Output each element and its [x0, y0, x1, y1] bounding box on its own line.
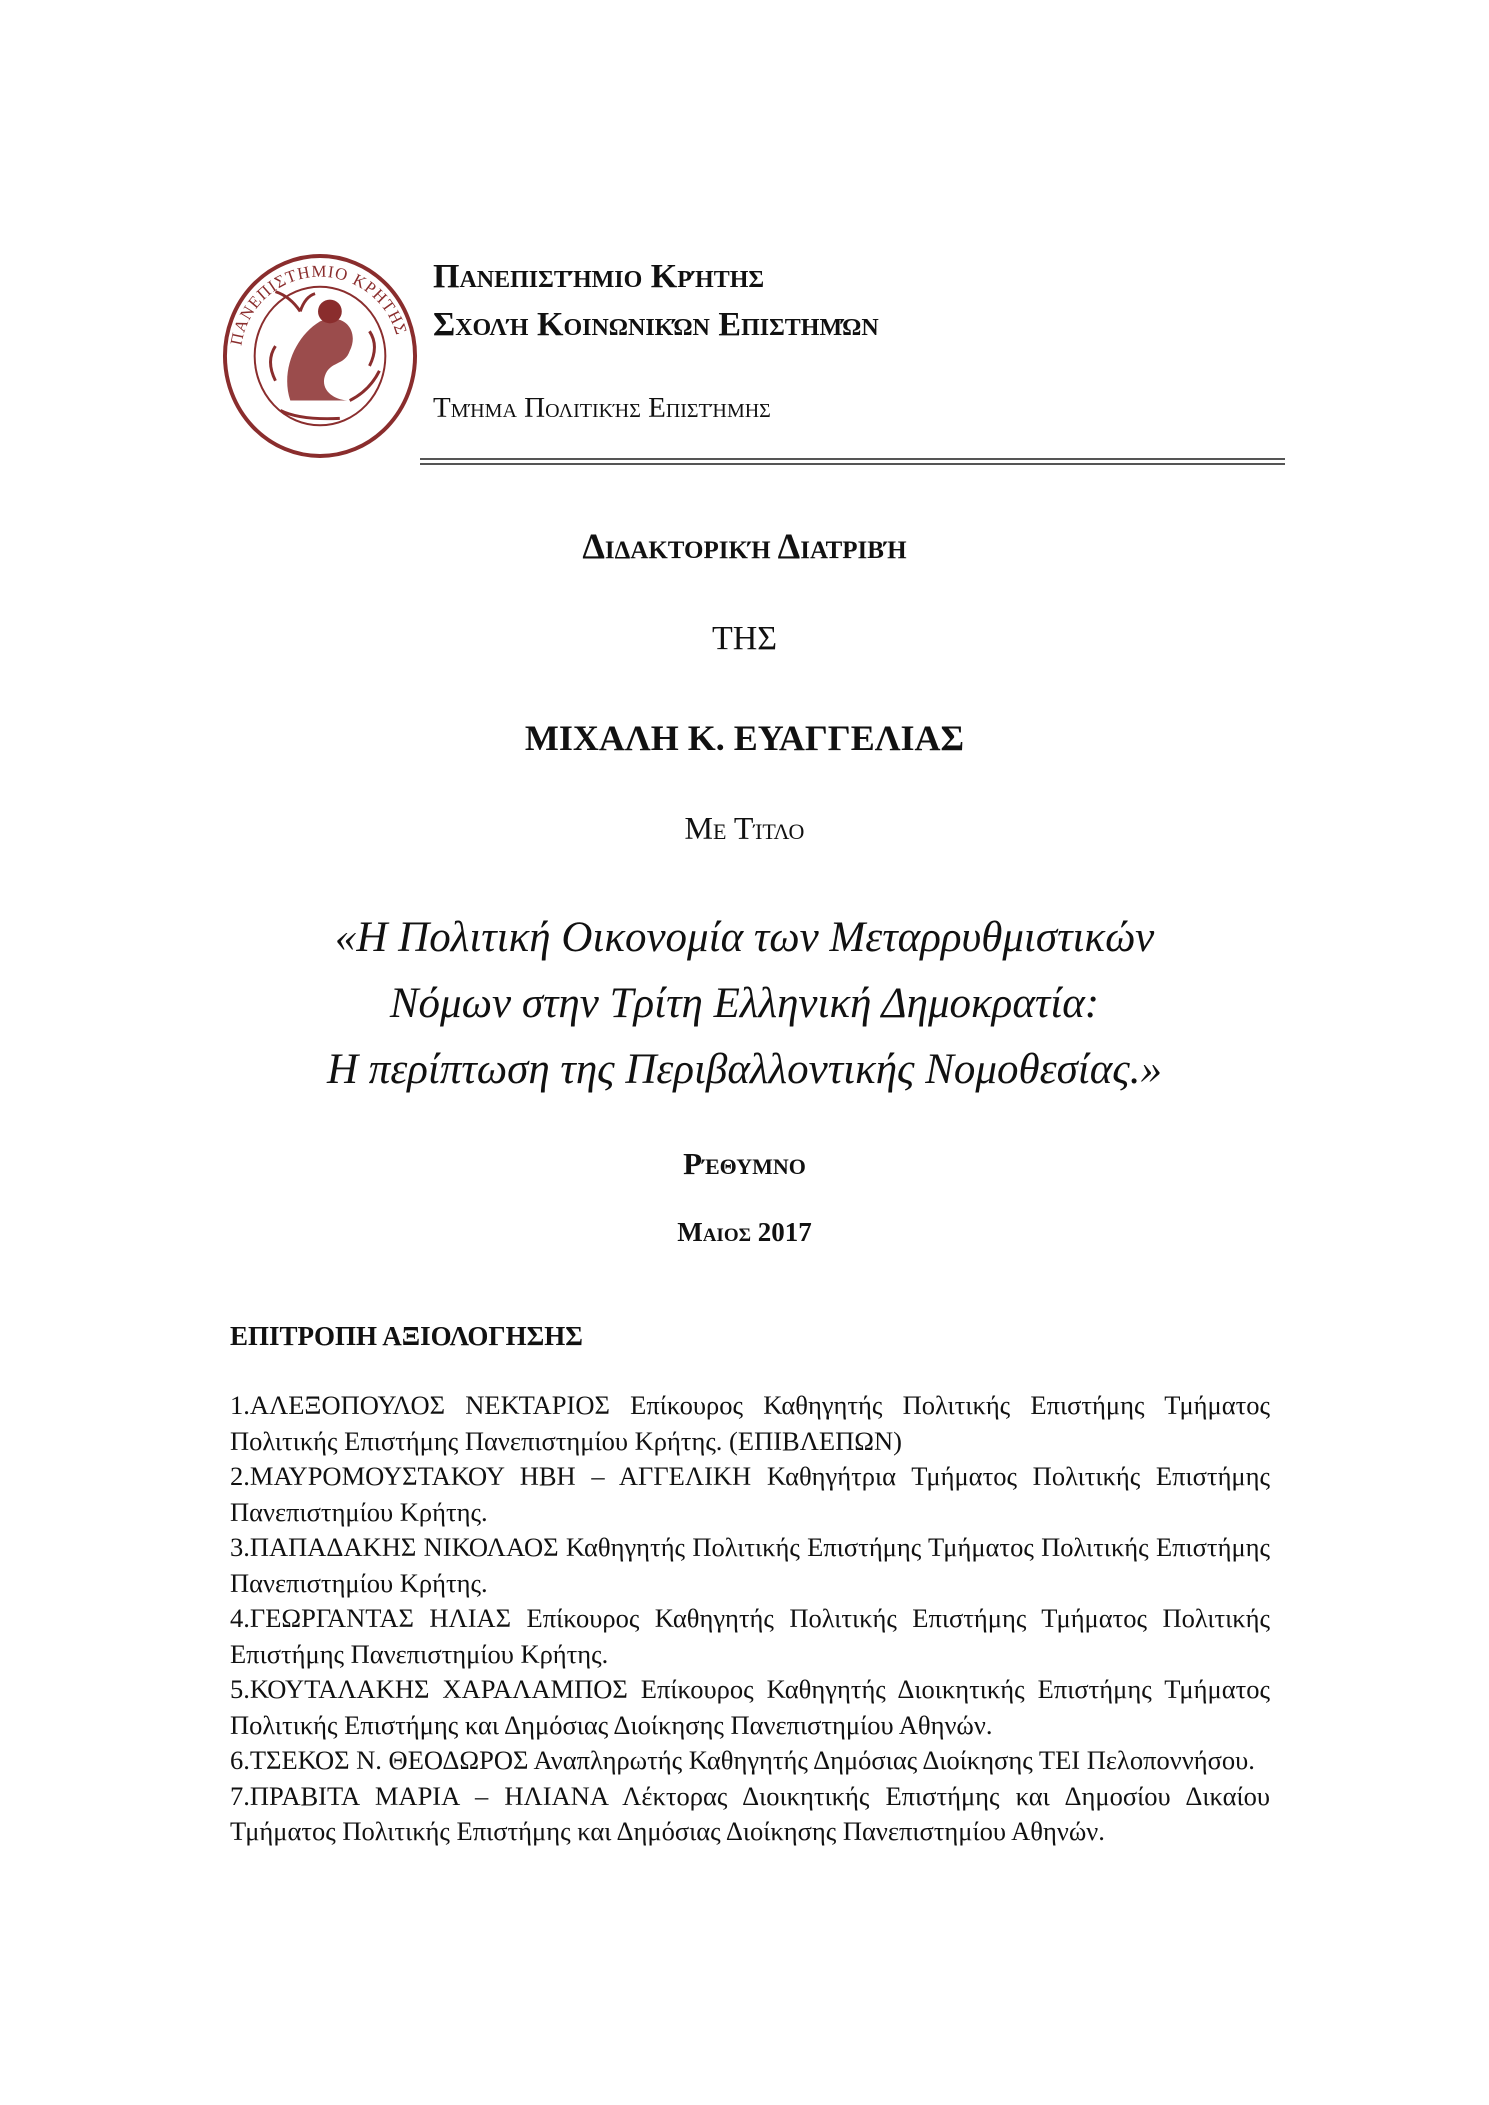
committee-member: 6.ΤΣΕΚΟΣ Ν. ΘΕΟΔΩΡΟΣ Αναπληρωτής Καθηγητής Δημόσιας Διοίκησης ΤΕΙ Πελοποννήσου. [230, 1745, 1255, 1775]
header-divider-bottom [420, 463, 1285, 465]
school-name: Σχολή Κοινωνικών Επιστημών [433, 306, 879, 343]
thesis-date: Μαιος 2017 [677, 1217, 812, 1247]
thesis-type: Διδακτορική Διατριβή [582, 526, 907, 566]
committee-member: 3.ΠΑΠΑΔΑΚΗΣ ΝΙΚΟΛΑΟΣ Καθηγητής Πολιτικής Επιστήμης Τμήματος Πολιτικής Επιστήμης Πανεπιστημίου Κρήτης. [230, 1532, 1270, 1598]
thesis-title [0, 905, 1489, 1103]
thesis-of: ΤΗΣ [711, 620, 778, 657]
university-seal-logo [221, 251, 419, 461]
thesis-title-line: Νόμων στην Τρίτη Ελληνική Δημοκρατία: [389, 980, 1100, 1027]
department-name: Τμήμα Πολιτικής Επιστήμης [433, 392, 771, 424]
thesis-author: ΜΙΧΑΛΗ Κ. ΕΥΑΓΓΕΛΙΑΣ [524, 718, 965, 758]
university-name: Πανεπιστήμιο Κρήτης [433, 258, 765, 295]
committee-member: 4.ΓΕΩΡΓΑΝΤΑΣ ΗΛΙΑΣ Επίκουρος Καθηγητής Πολιτικής Επιστήμης Τμήματος Πολιτικής Επιστήμης Πανεπιστημίου Κρήτης. [230, 1603, 1270, 1669]
committee-member: 7.ΠΡΑΒΙΤΑ ΜΑΡΙΑ – ΗΛΙΑΝΑ Λέκτορας Διοικητικής Επιστήμης και Δημοσίου Δικαίου Τμήματος Πολιτικής Επιστήμης και Δημόσιας Διοίκησης Πανεπιστημίου Αθηνών. [230, 1780, 1270, 1846]
committee-members-list [230, 1388, 1270, 1850]
thesis-city: Ρέθυμνο [683, 1146, 806, 1181]
svg-text:ΠΑΝΕΠΙΣΤΗΜΙΟ ΚΡΗΤΗΣ: ΠΑΝΕΠΙΣΤΗΜΙΟ ΚΡΗΤΗΣ [226, 261, 412, 347]
committee-member: 2.ΜΑΥΡΟΜΟΥΣΤΑΚΟΥ ΗΒΗ – ΑΓΓΕΛΙΚΗ Καθηγήτρια Τμήματος Πολιτικής Επιστήμης Πανεπιστημίου Κρήτης. [230, 1461, 1270, 1527]
header-divider-top [420, 458, 1285, 460]
university-header [433, 253, 879, 349]
with-title-label: Με Τίτλο [684, 810, 805, 846]
committee-heading: ΕΠΙΤΡΟΠΗ ΑΞΙΟΛΟΓΗΣΗΣ [230, 1321, 583, 1351]
thesis-title-line: «Η Πολιτική Οικονομία των Μεταρρυθμιστικών [334, 914, 1155, 961]
committee-member: 5.ΚΟΥΤΑΛΑΚΗΣ ΧΑΡΑΛΑΜΠΟΣ Επίκουρος Καθηγητής Διοικητικής Επιστήμης Τμήματος Πολιτικής Επιστήμης και Δημόσιας Διοίκησης Πανεπιστημίου Αθηνών. [230, 1674, 1270, 1740]
thesis-title-line: Η περίπτωση της Περιβαλλοντικής Νομοθεσίας.» [326, 1046, 1163, 1093]
committee-member: 1.ΑΛΕΞΟΠΟΥΛΟΣ ΝΕΚΤΑΡΙΟΣ Επίκουρος Καθηγητής Πολιτικής Επιστήμης Τμήματος Πολιτικής Επιστήμης Πανεπιστημίου Κρήτης. (ΕΠΙΒΛΕΠΩΝ) [230, 1390, 1270, 1456]
